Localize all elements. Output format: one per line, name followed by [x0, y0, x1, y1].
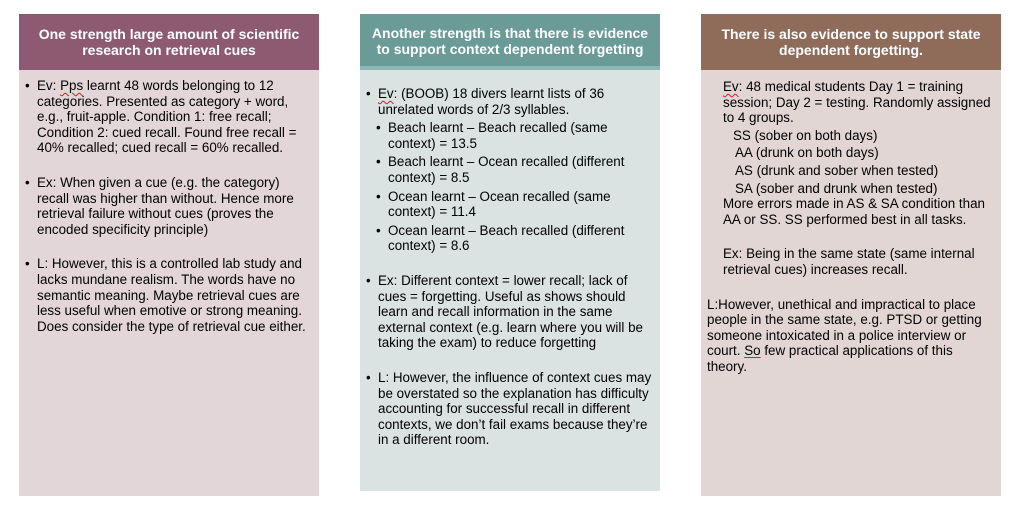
column-title: Another strength is that there is evidence to support context dependent forgetting: [360, 14, 660, 66]
evidence-result: More errors made in AS & SA condition than AA or SS. SS performed best in all tasks.: [723, 196, 985, 227]
column-retrieval-cues: [19, 14, 319, 496]
condition-item: • Ocean learnt – Ocean recalled (same context) = 11.4: [364, 189, 652, 220]
evidence-point: • Ev: Pps learnt 48 words belonging to 12 categories. Presented as category + word, e.g., fruit-apple. Condition 1: free recall; Condition 2: cued recall. Found free recall = 40% recalled; cued recall = 60% recalled.: [23, 78, 309, 156]
group-item: AS (drunk and sober when tested): [735, 162, 939, 178]
explanation-point: Ex: Being in the same state (same internal retrieval cues) increases recall.: [723, 246, 975, 277]
group-item: SA (sober and drunk when tested): [735, 180, 938, 196]
explanation-point: • Ex: Different context = lower recall; lack of cues = forgetting. Useful as shows should learn and recall information in the same external context (e.g. learn where you will be taking the exam) to reduce forgetting: [364, 273, 652, 351]
limitation-point: • L: However, the influence of context cues may be overstated so the explanation has difficulty accounting for successful recall in different contexts, we don’t fail exams because they’re in a different room.: [364, 370, 652, 448]
spelling-flag: Ev: [378, 86, 394, 101]
grammar-flag: So: [744, 343, 761, 359]
column-body: [701, 70, 1001, 496]
evidence-point: Ev: 48 medical students Day 1 = training session; Day 2 = testing. Randomly assigned to 4 groups.: [723, 79, 991, 126]
column-title: One strength large amount of scientific research on retrieval cues: [19, 14, 319, 70]
column-context-dependent: [360, 14, 660, 491]
column-title: There is also evidence to support state dependent forgetting.: [701, 14, 1001, 70]
spelling-flag: Ev: [723, 79, 739, 94]
point-list: [364, 86, 652, 448]
condition-item: • Beach learnt – Beach recalled (same context) = 13.5: [364, 120, 652, 151]
limitation-point: • L: However, this is a controlled lab study and lacks mundane realism. The words have no semantic meaning. Maybe retrieval cues are less useful when emotive or strong meaning. Does consider the type of retrieval cue either.: [23, 256, 309, 334]
group-item: SS (sober on both days): [733, 127, 878, 143]
spelling-flag: Pps: [60, 78, 84, 93]
point-list: [23, 78, 309, 334]
column-state-dependent: [701, 14, 1001, 496]
condition-item: • Ocean learnt – Beach recalled (different context) = 8.6: [364, 223, 652, 254]
limitation-point: L:However, unethical and impractical to place people in the same state, e.g. PTSD or getting someone intoxicated in a police interview or court. So few practical applications of this theory.: [707, 296, 982, 374]
column-body: [360, 70, 660, 491]
column-body: [19, 70, 319, 496]
condition-item: • Beach learnt – Ocean recalled (different context) = 8.5: [364, 154, 652, 185]
evidence-point: • Ev: (BOOB) 18 divers learnt lists of 36 unrelated words of 2/3 syllables.: [364, 86, 652, 117]
group-item: AA (drunk on both days): [735, 145, 879, 161]
explanation-point: • Ex: When given a cue (e.g. the category) recall was higher than without. Hence more retrieval failure without cues (proves the encoded specificity principle): [23, 175, 309, 237]
